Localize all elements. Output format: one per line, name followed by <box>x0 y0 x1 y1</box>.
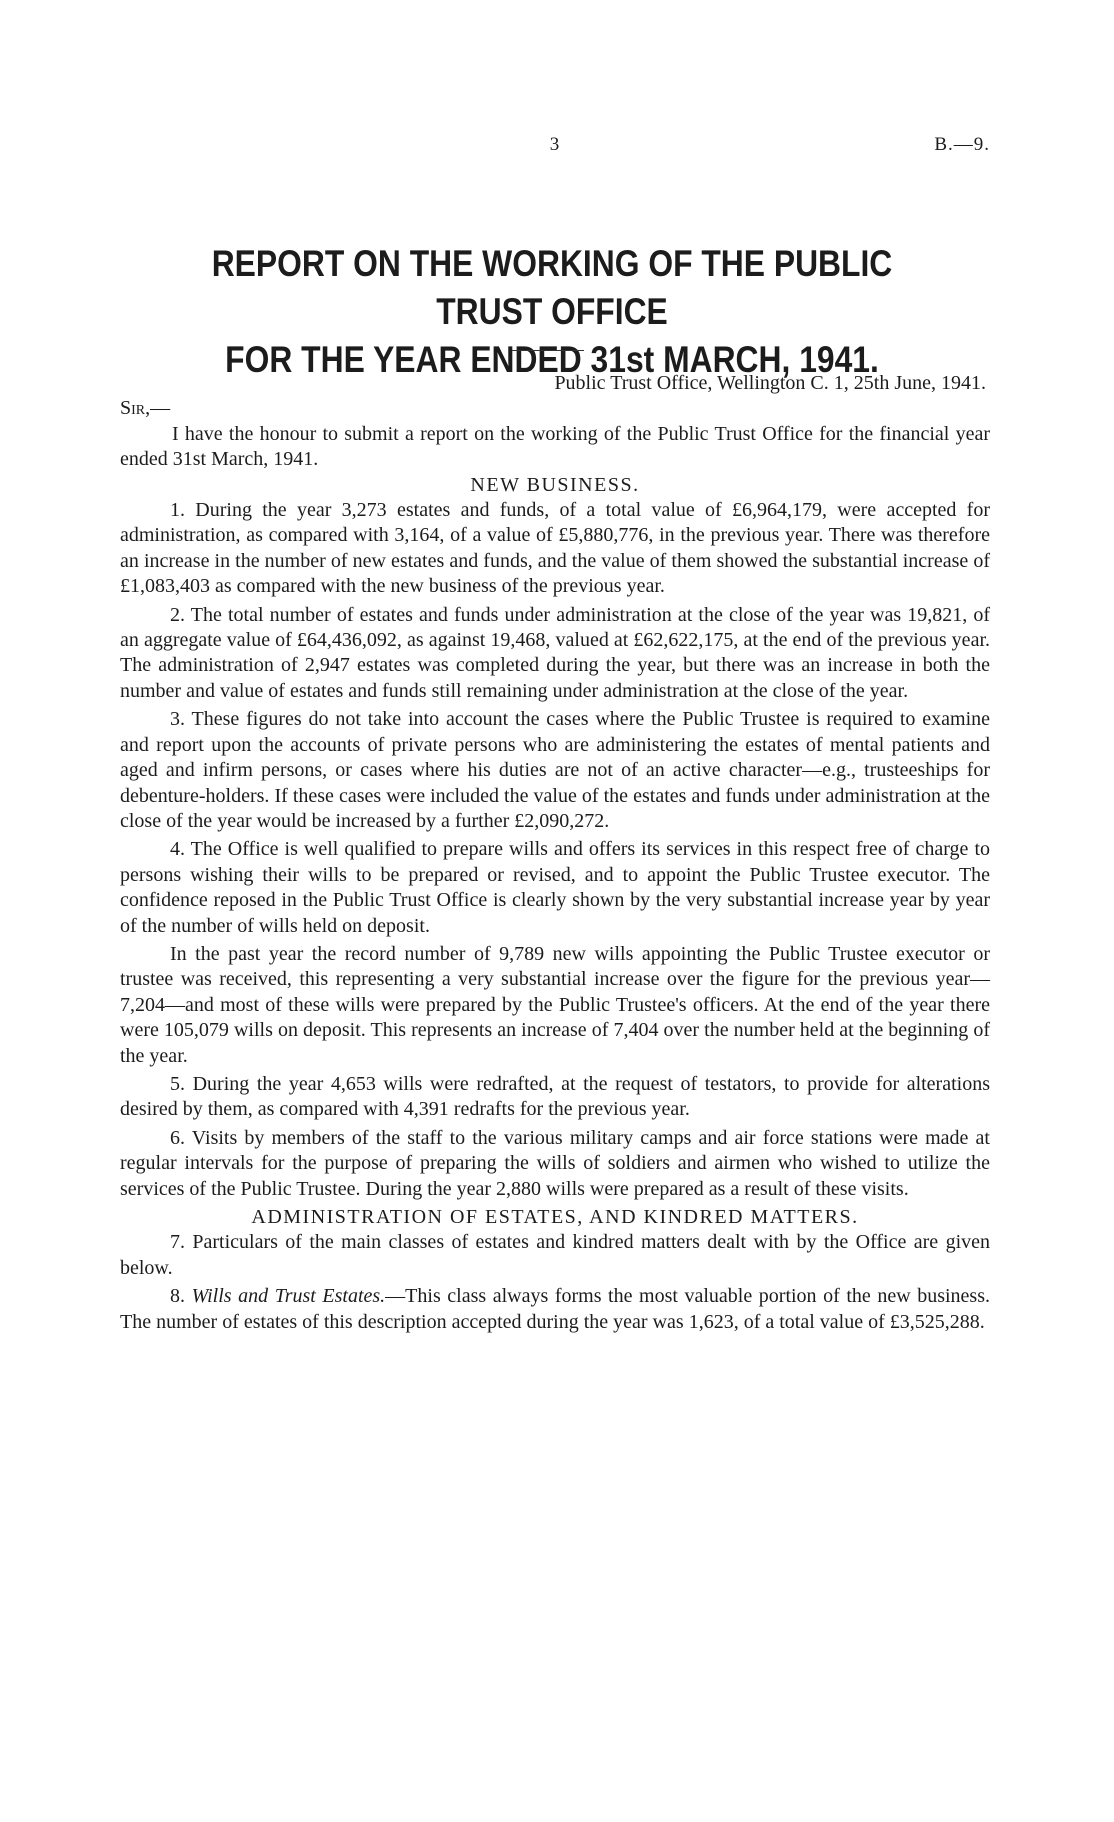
paragraph-8 <box>120 1284 990 1335</box>
page-number: 3 <box>549 134 561 155</box>
paragraph-4-continued: In the past year the record number of 9,789 new wills appointing the Public Trustee executor or trustee was received, this representing a very substantial increase over the figure for the previous year—7,204—and most of these wills were prepared by the Public Trustee's officers. At the end of the year there were 105,079 wills on deposit. This represents an increase of 7,404 over the number held at the beginning of the year. <box>120 942 990 1067</box>
paragraph-8-number: 8. <box>170 1285 185 1308</box>
sender-address-date: Public Trust Office, Wellington C. 1, 25th June, 1941. <box>554 372 986 394</box>
paragraph-2: 2. The total number of estates and funds under administration at the close of the year was 19,821, of an aggregate value of £64,436,092, as against 19,468, valued at £62,622,175, at the end of the previous year. The administration of 2,947 estates was completed during the year, but there was an increase in both the number and value of estates and funds still remaining under administration at the close of the year. <box>120 603 990 702</box>
title-divider <box>512 350 584 351</box>
paragraph-1: 1. During the year 3,273 estates and funds, of a total value of £6,964,179, were accepted for administration, as compared with 3,164, of a value of £5,880,776, in the previous year. There was therefore an increase in the number of new estates and funds, and the value of them showed the substantial increase of £1,083,403 as compared with the new business of the previous year. <box>120 499 990 598</box>
paragraph-8-text: —This class always forms the most valuable portion of the new business. The number of estates of this description accepted during the year was 1,623, of a total value of £3,525,288. <box>120 1285 990 1333</box>
report-title-line-1: REPORT ON THE WORKING OF THE PUBLIC TRUST OFFICE <box>211 243 893 332</box>
report-title-line-2: FOR THE YEAR ENDED 31st MARCH, 1941. <box>225 339 879 380</box>
report-title <box>175 240 928 384</box>
paragraph-8-heading: Wills and Trust Estates. <box>191 1285 386 1308</box>
salutation: Sir,— <box>120 397 171 420</box>
section-heading-administration: ADMINISTRATION OF ESTATES, AND KINDRED MATTERS. <box>251 1206 859 1228</box>
section-heading-new-business: NEW BUSINESS. <box>470 473 640 496</box>
paragraph-7: 7. Particulars of the main classes of estates and kindred matters dealt with by the Office are given below. <box>120 1231 990 1279</box>
paragraph-4: 4. The Office is well qualified to prepare wills and offers its services in this respect free of charge to persons wishing their wills to be prepared or revised, and to appoint the Public Trustee executor. The confidence reposed in the Public Trust Office is clearly shown by the very substantial increase year by year of the number of wills held on deposit. <box>120 838 990 937</box>
report-body <box>120 371 990 1335</box>
paragraph-6: 6. Visits by members of the staff to the various military camps and air force stations were made at regular intervals for the purpose of preparing the wills of soldiers and airmen who wished to utilize the services of the Public Trustee. During the year 2,880 wills were prepared as a result of these visits. <box>120 1126 990 1200</box>
paragraph-5: 5. During the year 4,653 wills were redrafted, at the request of testators, to provide for alterations desired by them, as compared with 4,391 redrafts for the previous year. <box>120 1072 990 1121</box>
intro-paragraph: I have the honour to submit a report on the working of the Public Trust Office for the financial year ended 31st March, 1941. <box>120 422 990 471</box>
document-reference: B.—9. <box>934 134 990 155</box>
paragraph-3: 3. These figures do not take into account the cases where the Public Trustee is required to examine and report upon the accounts of private persons who are administering the estates of mental patients and aged and infirm persons, or cases where his duties are not of an active character—e.g., trusteeships for debenture-holders. If these cases were included the value of the estates and funds under administration at the close of the year would be increased by a further £2,090,272. <box>120 708 990 832</box>
page-header <box>120 134 990 164</box>
